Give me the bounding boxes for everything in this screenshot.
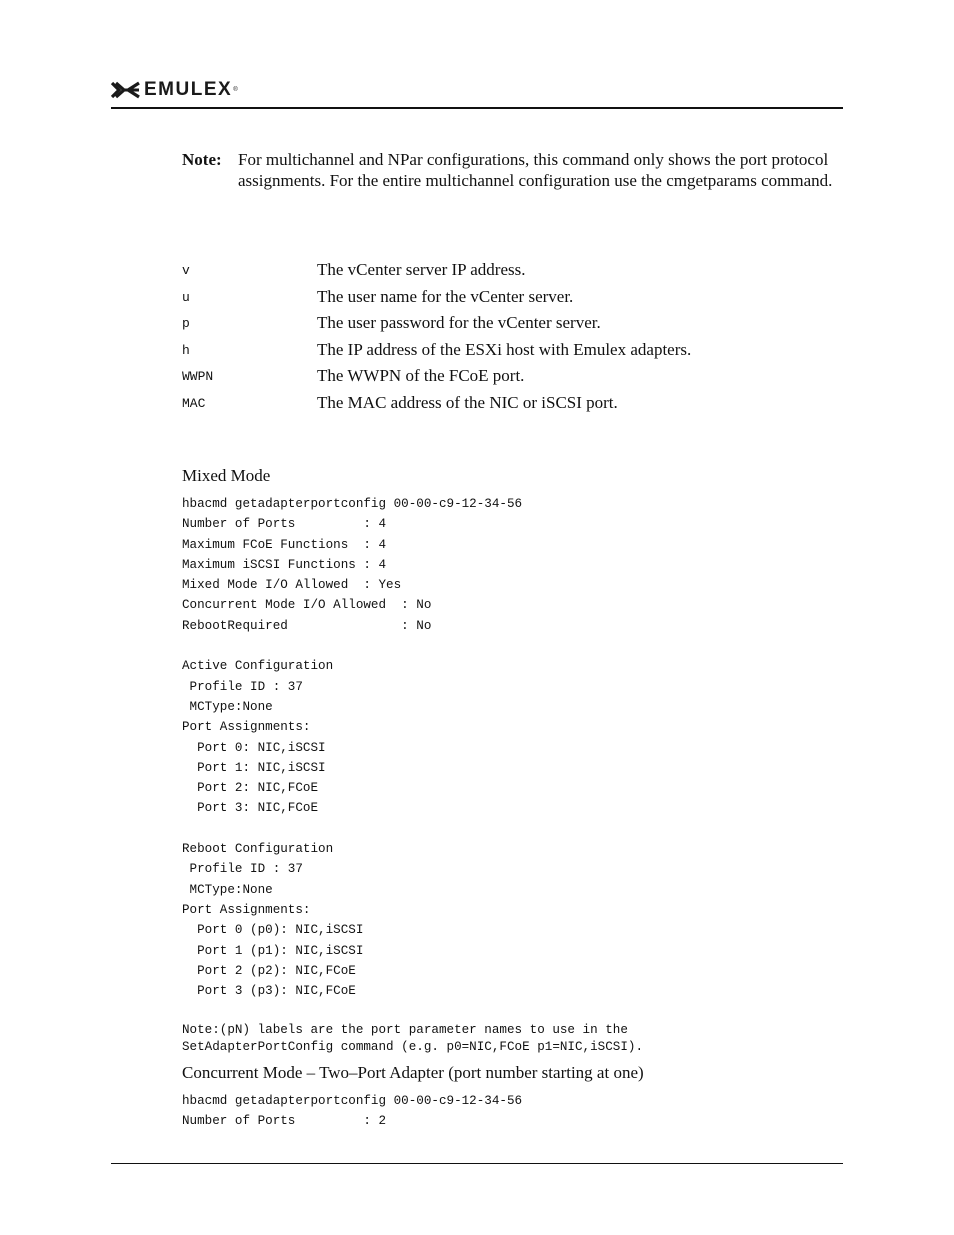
logo-trademark: ®: [233, 87, 238, 93]
code-line: Port 3 (p3): NIC,FCoE: [182, 984, 356, 999]
code-line: Concurrent Mode I/O Allowed : No: [182, 598, 432, 613]
code-line: Number of Ports : 4: [182, 517, 387, 532]
mixed-mode-heading: Mixed Mode: [182, 466, 271, 485]
parameter-name: p: [182, 316, 190, 331]
parameter-row: [182, 285, 842, 312]
code-line: hbacmd getadapterportconfig 00-00-c9-12-34-56: [182, 497, 523, 511]
parameter-name: WWPN: [182, 369, 214, 384]
code-line: Port 1: NIC,iSCSI: [182, 760, 326, 775]
parameter-row: [182, 311, 842, 338]
port-label-note: [182, 1022, 643, 1056]
code-line: Port 3: NIC,FCoE: [182, 801, 319, 816]
note-label: Note:: [182, 150, 222, 169]
parameter-description: The user name for the vCenter server.: [317, 286, 574, 306]
parameter-description: The WWPN of the FCoE port.: [317, 366, 525, 385]
code-line: [182, 819, 522, 839]
code-line: Mixed Mode I/O Allowed : Yes: [182, 578, 402, 593]
code-line: Reboot Configuration: [182, 842, 334, 857]
parameter-description: The user password for the vCenter server.: [317, 313, 601, 332]
code-line: RebootRequired : No: [182, 618, 432, 633]
code-line: Port 0 (p0): NIC,iSCSI: [182, 923, 364, 938]
code-line: Active Configuration: [182, 659, 334, 674]
concurrent-mode-heading: Concurrent Mode – Two–Port Adapter (port number starting at one): [182, 1063, 644, 1082]
code-line: Port Assignments:: [182, 902, 311, 917]
code-line: MCType:None: [182, 699, 273, 714]
code-line: Number of Ports : 2: [182, 1114, 387, 1129]
emulex-logo: [111, 80, 238, 100]
parameter-description: The IP address of the ESXi host with Emulex adapters.: [317, 339, 692, 359]
code-line: Profile ID : 37: [182, 679, 303, 694]
parameter-name: u: [182, 289, 190, 305]
header-rule: [111, 107, 843, 109]
code-line: SetAdapterPortConfig command (e.g. p0=NIC,FCoE p1=NIC,iSCSI).: [182, 1040, 644, 1054]
parameter-row: [182, 391, 842, 418]
parameter-description: The vCenter server IP address.: [317, 260, 526, 279]
logo-text: EMULEX: [144, 79, 233, 100]
parameter-row: [182, 364, 842, 391]
code-line: Port 1 (p1): NIC,iSCSI: [182, 943, 364, 958]
parameter-description: The MAC address of the NIC or iSCSI port.: [317, 392, 618, 412]
parameter-name: h: [182, 342, 190, 358]
parameter-name: MAC: [182, 395, 206, 411]
emulex-logo-mark-icon: [111, 80, 141, 100]
code-line: Port 2 (p2): NIC,FCoE: [182, 963, 356, 978]
note-block: [182, 149, 842, 191]
concurrent-mode-code-block: [182, 1091, 522, 1132]
code-line: Port 0: NIC,iSCSI: [182, 740, 326, 755]
code-line: Port Assignments:: [182, 720, 311, 735]
code-line: Note:(pN) labels are the port parameter names to use in the: [182, 1023, 628, 1037]
code-line: [182, 636, 522, 656]
code-line: Port 2: NIC,FCoE: [182, 781, 319, 796]
parameter-name: v: [182, 263, 190, 278]
parameter-row: [182, 258, 842, 285]
parameter-table: [182, 258, 842, 417]
code-line: Maximum iSCSI Functions : 4: [182, 557, 387, 572]
code-line: Maximum FCoE Functions : 4: [182, 537, 387, 552]
mixed-mode-code-block: [182, 494, 522, 1001]
code-line: Profile ID : 37: [182, 862, 303, 877]
code-line: MCType:None: [182, 882, 273, 897]
parameter-row: [182, 338, 842, 365]
note-text: For multichannel and NPar configurations, this command only shows the port protocol assignments. For the entire multichannel configuration use the cmgetparams command.: [238, 150, 833, 190]
code-line: hbacmd getadapterportconfig 00-00-c9-12-34-56: [182, 1094, 523, 1108]
footer-rule: [111, 1163, 843, 1164]
